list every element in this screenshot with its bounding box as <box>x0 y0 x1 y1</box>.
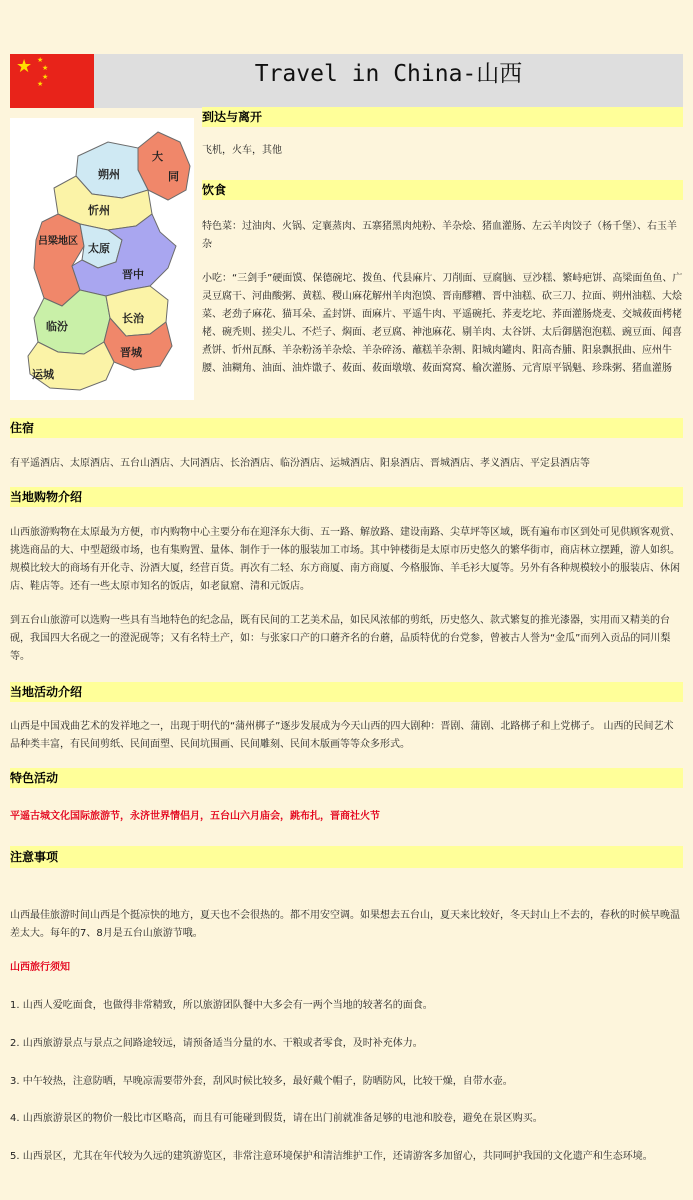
featured-text: 平遥古城文化国际旅游节，永济世界情侣月，五台山六月庙会，跳布扎，晋商社火节 <box>10 811 380 822</box>
map-label-datong-2: 同 <box>168 170 179 183</box>
shanxi-map <box>10 118 194 400</box>
map-label-linfen: 临汾 <box>46 320 68 333</box>
china-flag-icon: ★ ★ ★ ★ ★ <box>10 54 94 108</box>
map-label-changzhi: 长治 <box>122 312 144 325</box>
tip-item-5: 5. 山西景区，尤其在年代较为久远的建筑游览区，非常注意环境保护和清洁维护工作，还请游客多加留心，共同呵护我国的文化遗产和生态环境。 <box>10 1151 653 1162</box>
shopping-paragraph-2: 到五台山旅游可以选购一些具有当地特色的纪念品，既有民间的工艺美术品，如民风浓郁的剪纸，历史悠久、款式繁复的推光漆器，实用而又精美的台砚，我国四大名砚之一的澄泥砚等；又有名特土产，如：与张家口产的口蘑齐名的台蘑，品质特优的台党参，曾被古人誉为“金瓜”而列入贡品的同川梨等。 <box>10 615 671 662</box>
map-label-taiyuan: 太原 <box>88 242 110 255</box>
section-activities-title: 当地活动介绍 <box>10 682 683 702</box>
section-lodging-title: 住宿 <box>10 418 683 438</box>
map-label-yuncheng: 运城 <box>32 368 54 381</box>
section-featured-title: 特色活动 <box>10 768 683 788</box>
tip-item-1: 1. 山西人爱吃面食，也做得非常精致，所以旅游团队餐中大多会有一两个当地的较著名的面食。 <box>10 1000 433 1011</box>
map-label-lvliang: 吕梁地区 <box>38 236 78 247</box>
tip-item-3: 3. 中午较热，注意防晒，早晚凉需要带外套，刮风时候比较多，最好戴个帽子，防晒防风，比较干燥，自带水壶。 <box>10 1076 513 1087</box>
map-label-jincheng: 晋城 <box>120 346 142 359</box>
map-label-jinzhong: 晋中 <box>122 268 144 281</box>
shopping-paragraph-1: 山西旅游购物在太原最为方便，市内购物中心主要分布在迎泽东大街、五一路、解放路、建设南路、尖草坪等区域，既有遍布市区到处可见供顾客观赏、挑选商品的大、中型超级市场，也有集购置、量体、制作于一体的服装加工市场。其中钟楼街是太原市历史悠久的繁华街市，商店林立摆踵，游人如织。规模比较大的商场有开化寺、汾酒大厦，经营百货。再次有二轻、东方商厦、南方商厦、今格服饰、羊毛衫大厦等。另外有各种规模较小的服装店、休闲店、鞋店等。还有一些太原市知名的饭店，如老鼠窟、清和元饭店。 <box>10 527 680 592</box>
transport-text: 飞机，火车，其他 <box>202 145 282 156</box>
tip-item-4: 4. 山西旅游景区的物价一般比市区略高，而且有可能碰到假货，请在出门前就准备足够的电池和胶卷，避免在景区购买。 <box>10 1113 543 1124</box>
food-specialty-text: 特色菜：过油肉、火锅、定襄蒸肉、五寨猪黑肉炖粉、羊杂烩、猪血灌肠、左云羊肉饺子（杨千堡）、右玉羊杂 <box>202 221 677 250</box>
lodging-text: 有平遥酒店、太原酒店、五台山酒店、大同酒店、长治酒店、临汾酒店、运城酒店、阳泉酒店、晋城酒店、孝义酒店、平定县酒店等 <box>10 458 590 469</box>
tips-title: 山西旅行须知 <box>10 962 70 973</box>
map-label-xinzhou: 忻州 <box>88 204 110 217</box>
title-bar <box>94 54 683 108</box>
page-title: Travel in China-山西 <box>254 61 523 87</box>
map-region-lvliang <box>34 214 84 306</box>
map-label-datong: 大 <box>152 150 163 163</box>
notes-text: 山西最佳旅游时间山西是个挺凉快的地方，夏天也不会很热的。都不用安空调。如果想去五台山，夏天来比较好，冬天封山上不去的，春秋的时候早晚温差太大。每年的7、8月是五台山旅游节哦。 <box>10 910 680 939</box>
activities-text: 山西是中国戏曲艺术的发祥地之一，出现于明代的“蒲州梆子”逐步发展成为今天山西的四大剧种：晋剧、蒲剧、北路梆子和上党梆子。 山西的民间艺术品种类丰富，有民间剪纸、民间面塑、民间坑围画、民间雕刻、民间木版画等等众多形式。 <box>10 721 674 750</box>
map-label-shuozhou: 朔州 <box>98 168 120 181</box>
shanxi-map-svg <box>10 118 194 400</box>
section-shopping-title: 当地购物介绍 <box>10 487 683 507</box>
header <box>10 54 683 108</box>
food-snacks-text: 小吃：“三剑手”硬面馍、保德碗坨、拨鱼、代县麻片、刀削面、豆腐脑、豆沙糕、繁峙疤饼、高梁面鱼鱼、广灵豆腐干、河曲酸粥、黄糕、稷山麻花解州羊肉泡馍、晋南醪糟、晋中油糕、砍三刀、拉面、朔州油糕、大烩菜、老劲子麻花、猫耳朵、孟封饼、面麻片、平遥牛肉、平遥碗托、荞麦圪坨、荞面灌肠烧麦、交城莜面栲栳栳、碗秃则、搓尖儿、不烂子、焖面、老豆腐、神池麻花、剔羊肉、太谷饼、太后御膳泡泡糕、豌豆面、闻喜煮饼、忻州瓦酥、羊杂粉汤羊杂烩、羊杂碎汤、蘸糕羊杂割、阳城肉罐肉、阳高杏脯、阳泉飘抿曲、应州牛腰、油糊角、油面、油炸馓子、莜面、莜面墩墩、莜面窝窝、榆次灌肠、元宵原平锅魁、珍珠粥、猪血灌肠 <box>202 273 683 374</box>
section-food-title: 饮食 <box>202 180 683 200</box>
tip-item-2: 2. 山西旅游景点与景点之间路途较远，请预备适当分量的水、干粮或者零食，及时补充体力。 <box>10 1038 423 1049</box>
section-transport-title: 到达与离开 <box>202 107 683 127</box>
section-notes-title: 注意事项 <box>10 846 683 868</box>
